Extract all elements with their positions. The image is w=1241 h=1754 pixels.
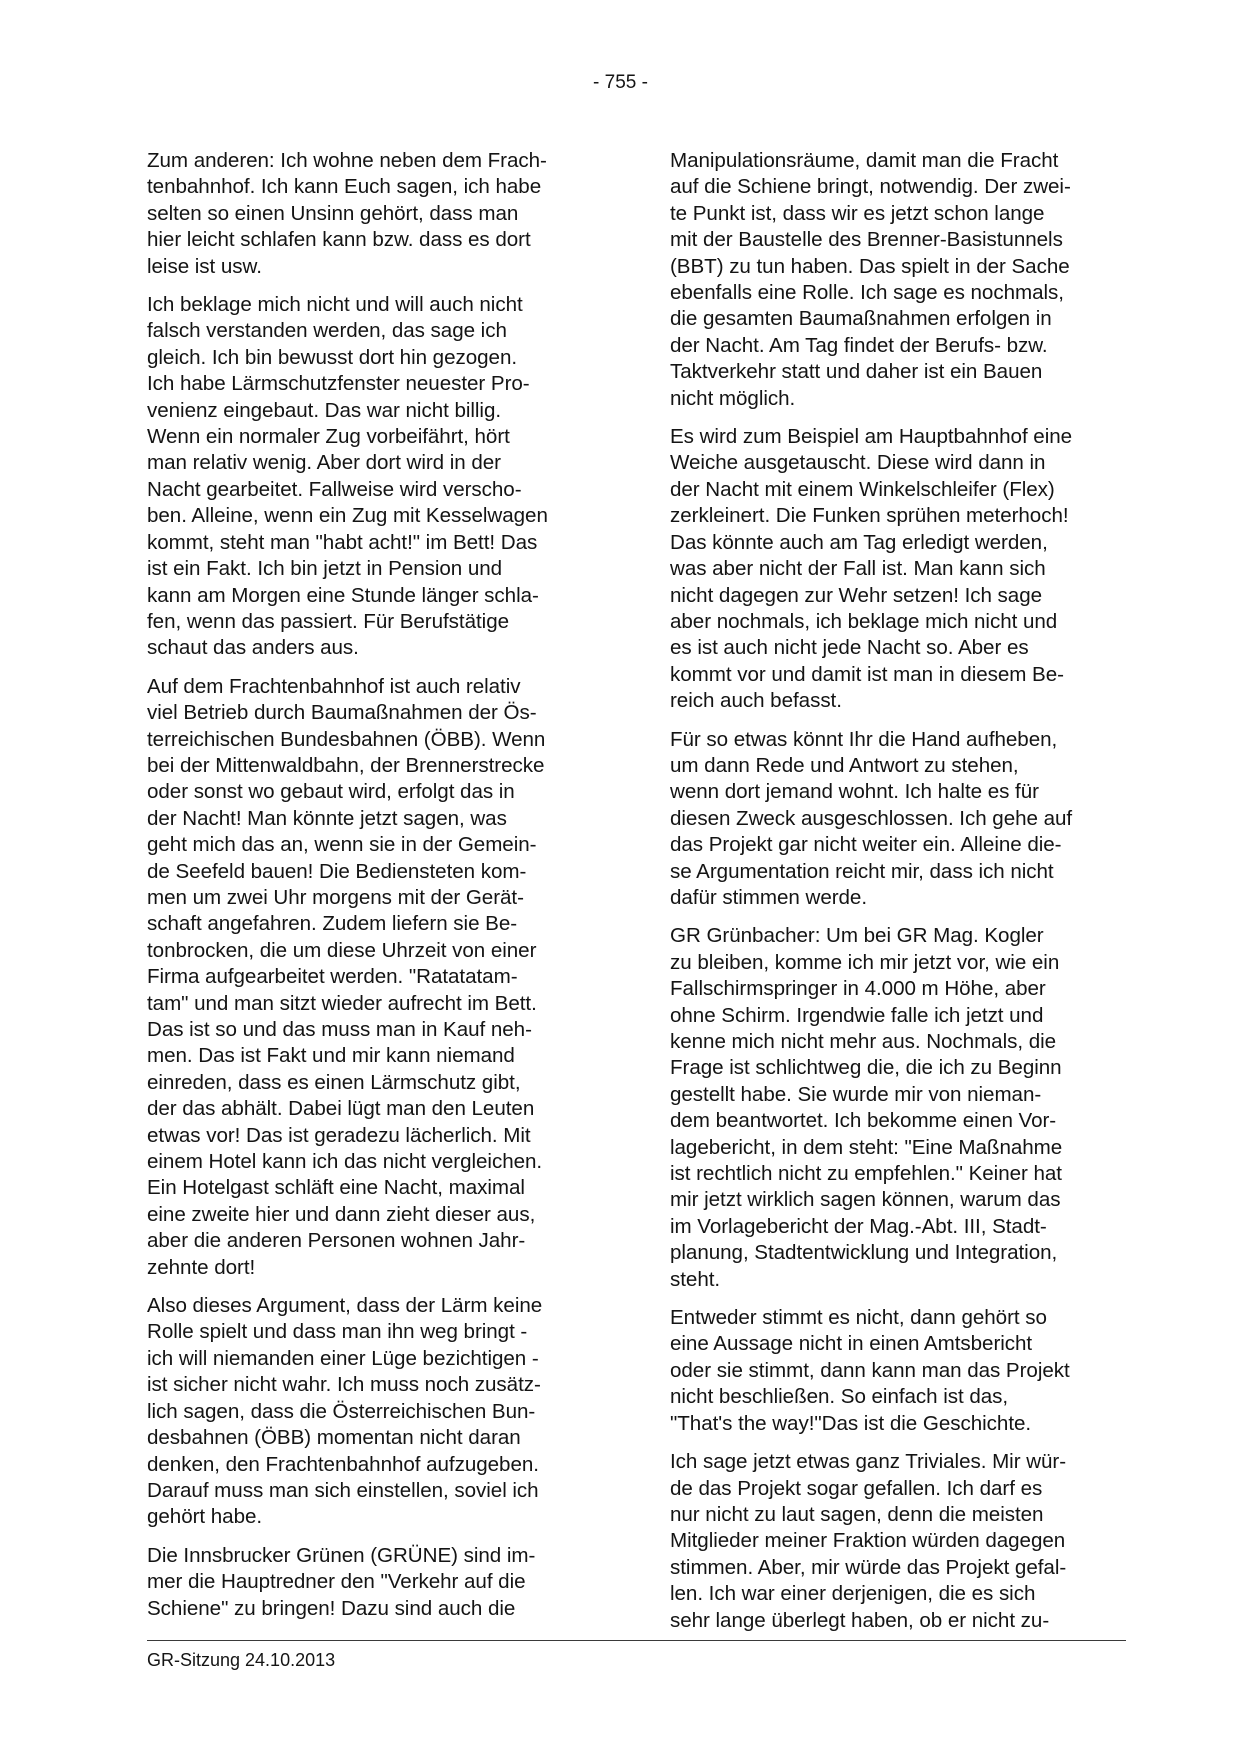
- paragraph: Für so etwas könnt Ihr die Hand aufheben, um dann Rede und Antwort zu stehen, wenn dort jemand wohnt. Ich halte es für diesen Zweck ausgeschlossen. Ich gehe auf das Projekt gar nicht weiter ein. Alleine die- se Argumentation reicht mir, dass ich nicht dafür stimmen werde.: [670, 727, 1073, 909]
- paragraph: Also dieses Argument, dass der Lärm keine Rolle spielt und dass man ihn weg bringt - ich will niemanden einer Lüge bezichtigen - ist sicher nicht wahr. Ich muss noch zusätz- lich sagen, dass die Österreichischen Bun- desbahnen (ÖBB) momentan nicht daran denken, den Frachtenbahnhof aufzugeben. Darauf muss man sich einstellen, soviel ich gehört habe.: [147, 1294, 543, 1529]
- paragraph: GR Grünbacher: Um bei GR Mag. Kogler zu bleiben, komme ich mir jetzt vor, wie ein Fallschirmspringer in 4.000 m Höhe, aber ohne Schirm. Irgendwie falle ich jetzt und kenne mich nicht mehr aus. Nochmals, die Frage ist schlichtweg die, die ich zu Beginn gestellt habe. Sie wurde mir von nieman- dem beantwortet. Ich bekomme einen Vor- lagebericht, in dem steht: "Eine Maßnahme ist rechtlich nicht zu empfehlen." Keiner hat mir jetzt wirklich sagen können, warum das im Vorlagebericht der Mag.-Abt. III, Stadt- planung, Stadtentwicklung und Integration, steht.: [670, 924, 1063, 1291]
- paragraph: Ich sage jetzt etwas ganz Triviales. Mir wür- de das Projekt sogar gefallen. Ich darf es nur nicht zu laut sagen, denn die meisten Mitglieder meiner Fraktion würden dagegen stimmen. Aber, mir würde das Projekt gefal- len. Ich war einer derjenigen, die es sich sehr lange überlegt haben, ob er nicht zu-: [670, 1450, 1067, 1632]
- paragraph: Die Innsbrucker Grünen (GRÜNE) sind im- mer die Hauptredner den "Verkehr auf die Schiene" zu bringen! Dazu sind auch die: [147, 1543, 536, 1620]
- paragraph: Manipulationsräume, damit man die Fracht auf die Schiene bringt, notwendig. Der zwei- te Punkt ist, dass wir es jetzt schon lange mit der Baustelle des Brenner-Basistunnels (BBT) zu tun haben. Das spielt in der Sache ebenfalls eine Rolle. Ich sage es nochmals, die gesamten Baumaßnahmen erfolgen in der Nacht. Am Tag findet der Berufs- bzw. Taktverkehr statt und daher ist ein Bauen nicht möglich.: [670, 149, 1071, 410]
- right-text-column: [670, 148, 1126, 1646]
- paragraph: Zum anderen: Ich wohne neben dem Frach- tenbahnhof. Ich kann Euch sagen, ich habe selten so einen Unsinn gehört, dass man hier leicht schlafen kann bzw. dass es dort leise ist usw.: [147, 149, 547, 278]
- paragraph: Entweder stimmt es nicht, dann gehört so eine Aussage nicht in einen Amtsbericht oder sie stimmt, dann kann man das Projekt nicht beschließen. So einfach ist das, "That's the way!"Das ist die Geschichte.: [670, 1306, 1070, 1435]
- page-number: - 755 -: [593, 72, 648, 93]
- paragraph: Auf dem Frachtenbahnhof ist auch relativ viel Betrieb durch Baumaßnahmen der Ös- terreichischen Bundesbahnen (ÖBB). Wenn bei der Mittenwaldbahn, der Brennerstrecke oder sonst wo gebaut wird, erfolgt das in der Nacht! Man könnte jetzt sagen, was geht mich das an, wenn sie in der Gemein- de Seefeld bauen! Die Bediensteten kom- men um zwei Uhr morgens mit der Gerät- schaft angefahren. Zudem liefern sie Be- tonbrocken, die um diese Uhrzeit von einer Firma aufgearbeitet werden. "Ratatatam- tam" und man sitzt wieder aufrecht im Bett. Das ist so und das muss man in Kauf neh- men. Das ist Fakt und mir kann niemand einreden, dass es einen Lärmschutz gibt, der das abhält. Dabei lügt man den Leuten etwas vor! Das ist geradezu lächerlich. Mit einem Hotel kann ich das nicht vergleichen. Ein Hotelgast schläft eine Nacht, maximal eine zweite hier und dann zieht dieser aus, aber die anderen Personen wohnen Jahr- zehnte dort!: [147, 674, 546, 1279]
- paragraph: Ich beklage mich nicht und will auch nicht falsch verstanden werden, das sage ich gleich. Ich bin bewusst dort hin gezogen. Ich habe Lärmschutzfenster neuester Pro- venienz eingebaut. Das war nicht billig. Wenn ein normaler Zug vorbeifährt, hört man relativ wenig. Aber dort wird in der Nacht gearbeitet. Fallweise wird verscho- ben. Alleine, wenn ein Zug mit Kesselwagen kommt, steht man "habt acht!" im Bett! Das ist ein Fakt. Ich bin jetzt in Pension und kann am Morgen eine Stunde länger schla- fen, wenn das passiert. Für Berufstätige schaut das anders aus.: [147, 293, 548, 660]
- paragraph: Es wird zum Beispiel am Hauptbahnhof eine Weiche ausgetauscht. Diese wird dann in der Nacht mit einem Winkelschleifer (Flex) zerkleinert. Die Funken sprühen meterhoch! Das könnte auch am Tag erledigt werden, was aber nicht der Fall ist. Man kann sich nicht dagegen zur Wehr setzen! Ich sage aber nochmals, ich beklage mich nicht und es ist auch nicht jede Nacht so. Aber es kommt vor und damit ist man in diesem Be- reich auch befasst.: [670, 425, 1073, 713]
- left-text-column: [147, 148, 599, 1634]
- footer-session-label: GR-Sitzung 24.10.2013: [147, 1650, 336, 1670]
- footer-divider: [147, 1640, 1126, 1641]
